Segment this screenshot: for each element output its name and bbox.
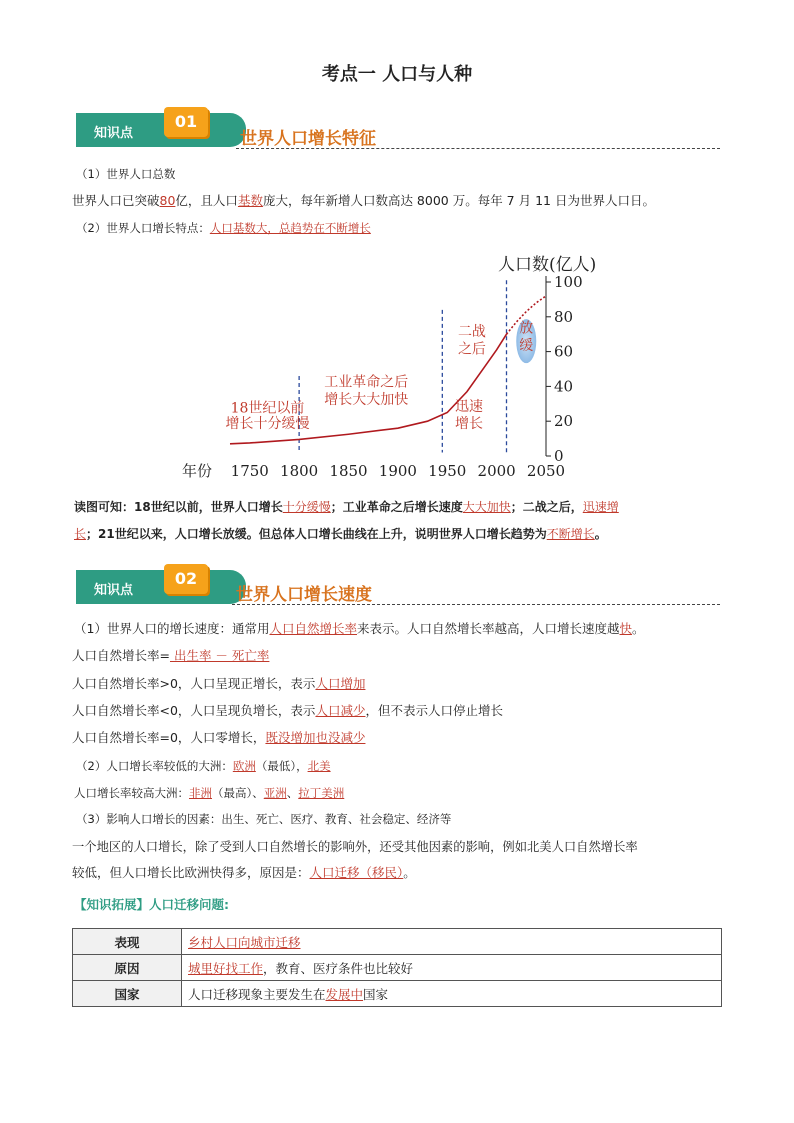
y-tick-label: 60: [554, 342, 574, 361]
table-head: 表现: [73, 929, 182, 955]
annotation-industrial-line2: 增长大大加快: [324, 391, 409, 408]
table-cell: 人口迁移现象主要发生在发展中国家: [182, 981, 722, 1007]
paragraph: 一个地区的人口增长，除了受到人口自然增长的影响外，还受其他因素的影响，例如北美人口自然增长率: [72, 840, 638, 854]
annotation-pre18-line1: 18世纪以前: [230, 400, 305, 417]
paragraph: 人口增长率较高大洲：非洲（最高）、亚洲、拉丁美洲: [74, 786, 345, 800]
y-tick-label: 100: [554, 273, 583, 291]
annotation-pre18-line2: 增长十分缓慢: [225, 416, 310, 433]
paragraph: （2）人口增长率较低的大洲：欧洲（最低），北美: [76, 759, 331, 773]
badge-number: 02: [164, 564, 208, 594]
y-tick-label: 80: [554, 307, 574, 326]
table-head: 国家: [73, 981, 182, 1007]
y-tick-label: 20: [554, 412, 574, 431]
table-row: [73, 981, 722, 1007]
migration-table: [72, 928, 722, 1007]
x-tick-label: 2050: [526, 462, 566, 480]
paragraph: 读图可知：18世纪以前，世界人口增长十分缓慢；工业革命之后增长速度大大加快；二战之后，迅速增: [74, 500, 619, 514]
annotation-postwar-line2: 之后: [457, 341, 486, 358]
section-divider: [236, 148, 720, 149]
annotation-rapid-line1: 迅速: [454, 398, 483, 415]
question-label: （1）世界人口总数: [76, 167, 176, 181]
annotation-rapid-line2: 增长: [454, 416, 483, 433]
section-heading: 世界人口增长速度: [236, 585, 372, 605]
table-row: [73, 929, 722, 955]
x-tick-label: 1950: [428, 462, 467, 480]
x-axis-label: 年份: [182, 462, 213, 480]
badge-label: 知识点: [94, 126, 134, 141]
x-tick-label: 1900: [378, 462, 417, 480]
annotation-slow-line1: 放: [519, 320, 534, 337]
y-axis-label: 人口数(亿人): [498, 255, 597, 275]
paragraph: 人口自然增长率<0，人口呈现负增长，表示人口减少，但不表示人口停止增长: [72, 703, 503, 718]
population-chart: [170, 248, 610, 488]
section-divider: [232, 604, 720, 605]
annotation-industrial-line1: 工业革命之后: [324, 374, 409, 391]
table-cell: 城里好找工作，教育、医疗条件也比较好: [182, 955, 722, 981]
y-tick-label: 40: [554, 377, 574, 396]
x-tick-label: 1850: [329, 462, 368, 480]
section-badge: [76, 113, 246, 147]
table-cell: 乡村人口向城市迁移: [182, 929, 722, 955]
section-badge: [76, 570, 246, 604]
paragraph: （1）世界人口的增长速度：通常用人口自然增长率来表示。人口自然增长率越高，人口增长速度越快。: [74, 621, 645, 636]
x-tick-label: 2000: [477, 462, 516, 480]
annotation-postwar-line1: 二战: [457, 323, 486, 340]
x-tick-label: 1800: [280, 462, 319, 480]
y-tick-label: 0: [554, 447, 564, 465]
section-heading: 世界人口增长特征: [240, 129, 376, 149]
annotation-slow-line2: 缓: [519, 337, 534, 354]
paragraph: 人口自然增长率>0，人口呈现正增长，表示人口增加: [72, 676, 366, 691]
x-tick-label: 1750: [230, 462, 269, 480]
paragraph: 人口自然增长率=0，人口零增长，既没增加也没减少: [72, 730, 366, 745]
question-label: （2）世界人口增长特点：人口基数大，总趋势在不断增长: [76, 221, 371, 235]
paragraph: （3）影响人口增长的因素：出生、死亡、医疗、教育、社会稳定、经济等: [76, 812, 452, 826]
table-row: [73, 955, 722, 981]
paragraph: 人口自然增长率= 出生率 － 死亡率: [72, 648, 270, 663]
badge-label: 知识点: [94, 583, 134, 598]
paragraph: 较低，但人口增长比欧洲快得多，原因是：人口迁移（移民）。: [72, 865, 416, 880]
table-head: 原因: [73, 955, 182, 981]
extension-title: 【知识拓展】人口迁移问题:: [74, 897, 229, 912]
paragraph: 长；21世纪以来，人口增长放缓。但总体人口增长曲线在上升，说明世界人口增长趋势为不断增长。: [74, 527, 607, 541]
paragraph: 世界人口已突破80亿，且人口基数庞大，每年新增人口数高达 8000 万。每年 7 月 11 日为世界人口日。: [72, 193, 655, 208]
page-title: 考点一 人口与人种: [321, 64, 473, 85]
badge-number: 01: [164, 107, 208, 137]
